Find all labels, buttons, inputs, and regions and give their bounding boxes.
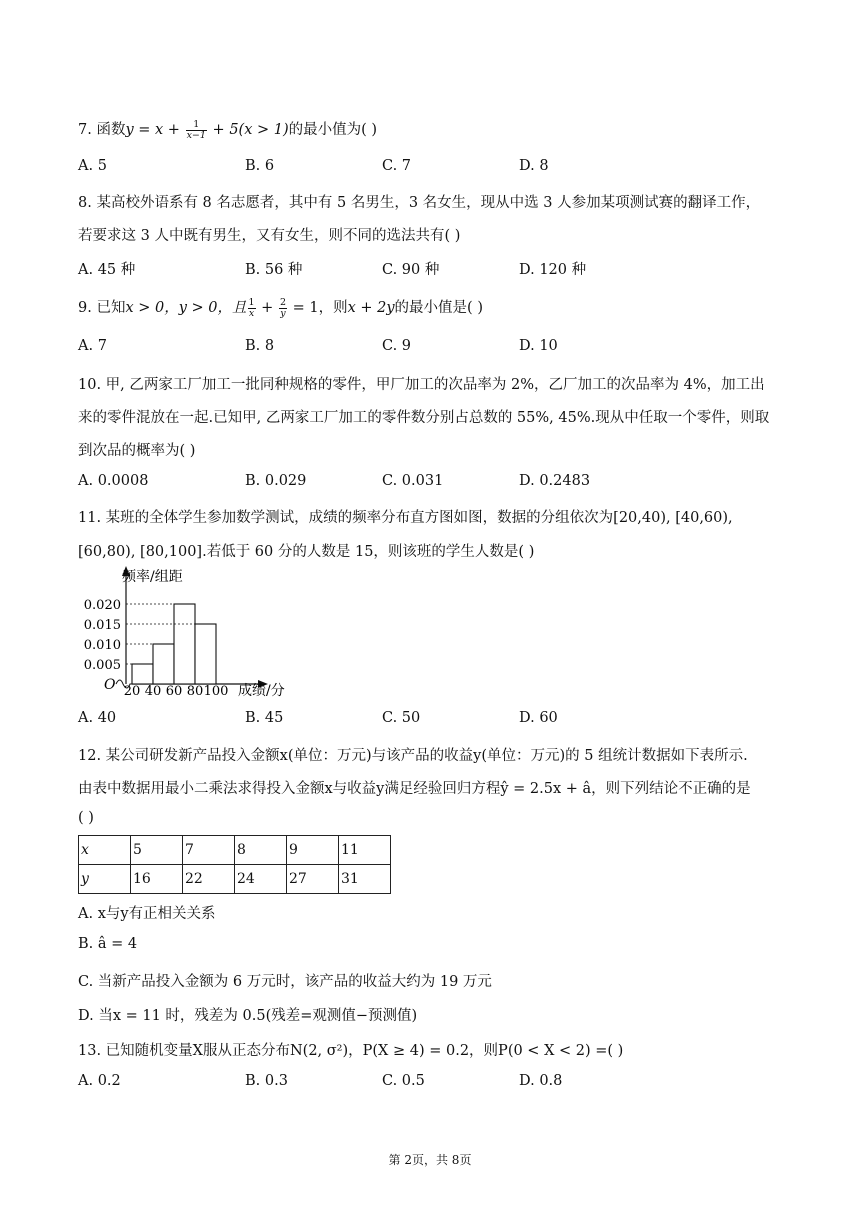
x-tick-label: 100	[203, 684, 229, 699]
q9-expr: x + 2y	[347, 300, 395, 316]
q13-option-b: B. 0.3	[245, 1073, 288, 1089]
q9-fraction-1	[248, 298, 256, 319]
q8-option-b: B. 56 种	[245, 262, 303, 278]
histogram-bar	[153, 644, 174, 684]
q9-option-c: C. 9	[382, 338, 412, 354]
q12-line-2: 由表中数据用最小二乘法求得投入金额x与收益y满足经验回归方程ŷ = 2.5x + â，则下列结论不正确的是	[78, 781, 751, 797]
x-tick-label: 80	[186, 684, 204, 699]
q10-option-a: A. 0.0008	[78, 473, 149, 489]
q12-option-c: C. 当新产品投入金额为 6 万元时，该产品的收益大约为 19 万元	[78, 974, 492, 990]
question-7-stem	[78, 118, 377, 141]
q8-option-a: A. 45 种	[78, 262, 136, 278]
table-cell: 11	[339, 836, 391, 865]
q9-option-d: D. 10	[519, 338, 558, 354]
q9-frac1-num: 1	[248, 296, 255, 308]
table-cell: 9	[287, 836, 339, 865]
q12-line-3: ( )	[78, 810, 94, 826]
q11-option-b: B. 45	[245, 710, 284, 726]
q7-expr-tail: + 5(x > 1)	[207, 122, 289, 138]
q9-frac1-den: x	[248, 307, 255, 319]
q13-line-1: 13. 已知随机变量X服从正态分布N(2, σ²)，P(X ≥ 4) = 0.2，则P(0 < X < 2) =( )	[78, 1043, 624, 1059]
q8-option-d: D. 120 种	[519, 262, 587, 278]
q9-frac2-num: 2	[279, 296, 286, 308]
q11-line-1: 11. 某班的全体学生参加数学测试，成绩的频率分布直方图如图，数据的分组依次为[20,40), [40,60),	[78, 510, 733, 526]
table-cell: y	[79, 865, 131, 894]
q12-option-a: A. x与y有正相关关系	[78, 906, 216, 922]
q9-plus: +	[256, 300, 278, 316]
table-cell: 7	[183, 836, 235, 865]
q7-prefix: 7. 函数	[78, 122, 126, 138]
q10-line-3: 到次品的概率为( )	[78, 443, 196, 459]
q12-data-table	[78, 835, 391, 894]
q11-option-d: D. 60	[519, 710, 558, 726]
table-row-x	[79, 836, 391, 865]
q7-text-end: 的最小值为( )	[288, 122, 378, 138]
y-tick-label: 0.005	[83, 658, 121, 673]
origin-label: O	[104, 677, 116, 693]
y-axis-label: 频率/组距	[122, 569, 183, 585]
q13-option-c: C. 0.5	[382, 1073, 425, 1089]
q11-option-c: C. 50	[382, 710, 421, 726]
table-cell: 22	[183, 865, 235, 894]
table-cell: x	[79, 836, 131, 865]
q8-line-1: 8. 某高校外语系有 8 名志愿者，其中有 5 名男生，3 名女生，现从中选 3 人参加某项测试赛的翻译工作，	[78, 195, 761, 211]
q7-option-d: D. 8	[519, 158, 549, 174]
q7-expr-mid: = x +	[133, 122, 185, 138]
q10-option-d: D. 0.2483	[519, 473, 591, 489]
q7-fraction	[186, 120, 207, 141]
q9-fraction-2	[279, 298, 287, 319]
q7-option-a: A. 5	[78, 158, 107, 174]
q12-option-b: B. â = 4	[78, 936, 138, 952]
q9-frac2-den: y	[280, 307, 286, 319]
q7-var-y: y	[125, 122, 134, 138]
question-9-stem	[78, 296, 483, 319]
q9-option-b: B. 8	[245, 338, 275, 354]
table-cell: 5	[131, 836, 183, 865]
histogram-bar	[174, 604, 195, 684]
q9-option-a: A. 7	[78, 338, 107, 354]
page-footer: 第 2页，共 8页	[388, 1153, 472, 1167]
q12-line-1: 12. 某公司研发新产品投入金额x(单位：万元)与该产品的收益y(单位：万元)的 5 组统计数据如下表所示.	[78, 748, 748, 764]
q11-option-a: A. 40	[78, 710, 117, 726]
table-cell: 8	[235, 836, 287, 865]
q13-option-d: D. 0.8	[519, 1073, 563, 1089]
q7-option-b: B. 6	[245, 158, 275, 174]
table-cell: 27	[287, 865, 339, 894]
q7-option-c: C. 7	[382, 158, 412, 174]
table-cell: 31	[339, 865, 391, 894]
table-cell: 16	[131, 865, 183, 894]
histogram-bar	[132, 664, 153, 684]
q9-equals: = 1，则	[287, 300, 348, 316]
y-tick-label: 0.020	[83, 598, 121, 613]
table-cell: 24	[235, 865, 287, 894]
q9-prefix: 9. 已知	[78, 300, 126, 316]
x-tick-label: 60	[165, 684, 183, 699]
x-tick-label: 40	[144, 684, 162, 699]
q8-option-c: C. 90 种	[382, 262, 440, 278]
q11-line-2: [60,80), [80,100].若低于 60 分的人数是 15，则该班的学生人数是( )	[78, 544, 535, 560]
q13-option-a: A. 0.2	[78, 1073, 121, 1089]
q10-option-b: B. 0.029	[245, 473, 307, 489]
y-tick-label: 0.010	[83, 638, 121, 653]
x-axis-label: 成绩/分	[238, 683, 285, 699]
q7-frac-den: x−1	[186, 129, 206, 141]
q12-option-d: D. 当x = 11 时，残差为 0.5(残差=观测值−预测值)	[78, 1008, 418, 1024]
q9-condition: x > 0，y > 0，且	[125, 300, 247, 316]
table-row-y	[79, 865, 391, 894]
histogram-bar	[195, 624, 216, 684]
q7-frac-num: 1	[186, 120, 207, 131]
q10-line-2: 来的零件混放在一起.已知甲, 乙两家工厂加工的零件数分别占总数的 55%, 45%.现从中任取一个零件，则取	[78, 410, 770, 426]
y-tick-label: 0.015	[83, 618, 121, 633]
q8-line-2: 若要求这 3 人中既有男生，又有女生，则不同的选法共有( )	[78, 228, 461, 244]
q10-option-c: C. 0.031	[382, 473, 444, 489]
q9-text-end: 的最小值是( )	[394, 300, 483, 316]
x-tick-label: 20	[123, 684, 141, 699]
frequency-histogram	[70, 564, 310, 702]
q10-line-1: 10. 甲, 乙两家工厂加工一批同种规格的零件，甲厂加工的次品率为 2%，乙厂加工的次品率为 4%，加工出	[78, 377, 765, 393]
